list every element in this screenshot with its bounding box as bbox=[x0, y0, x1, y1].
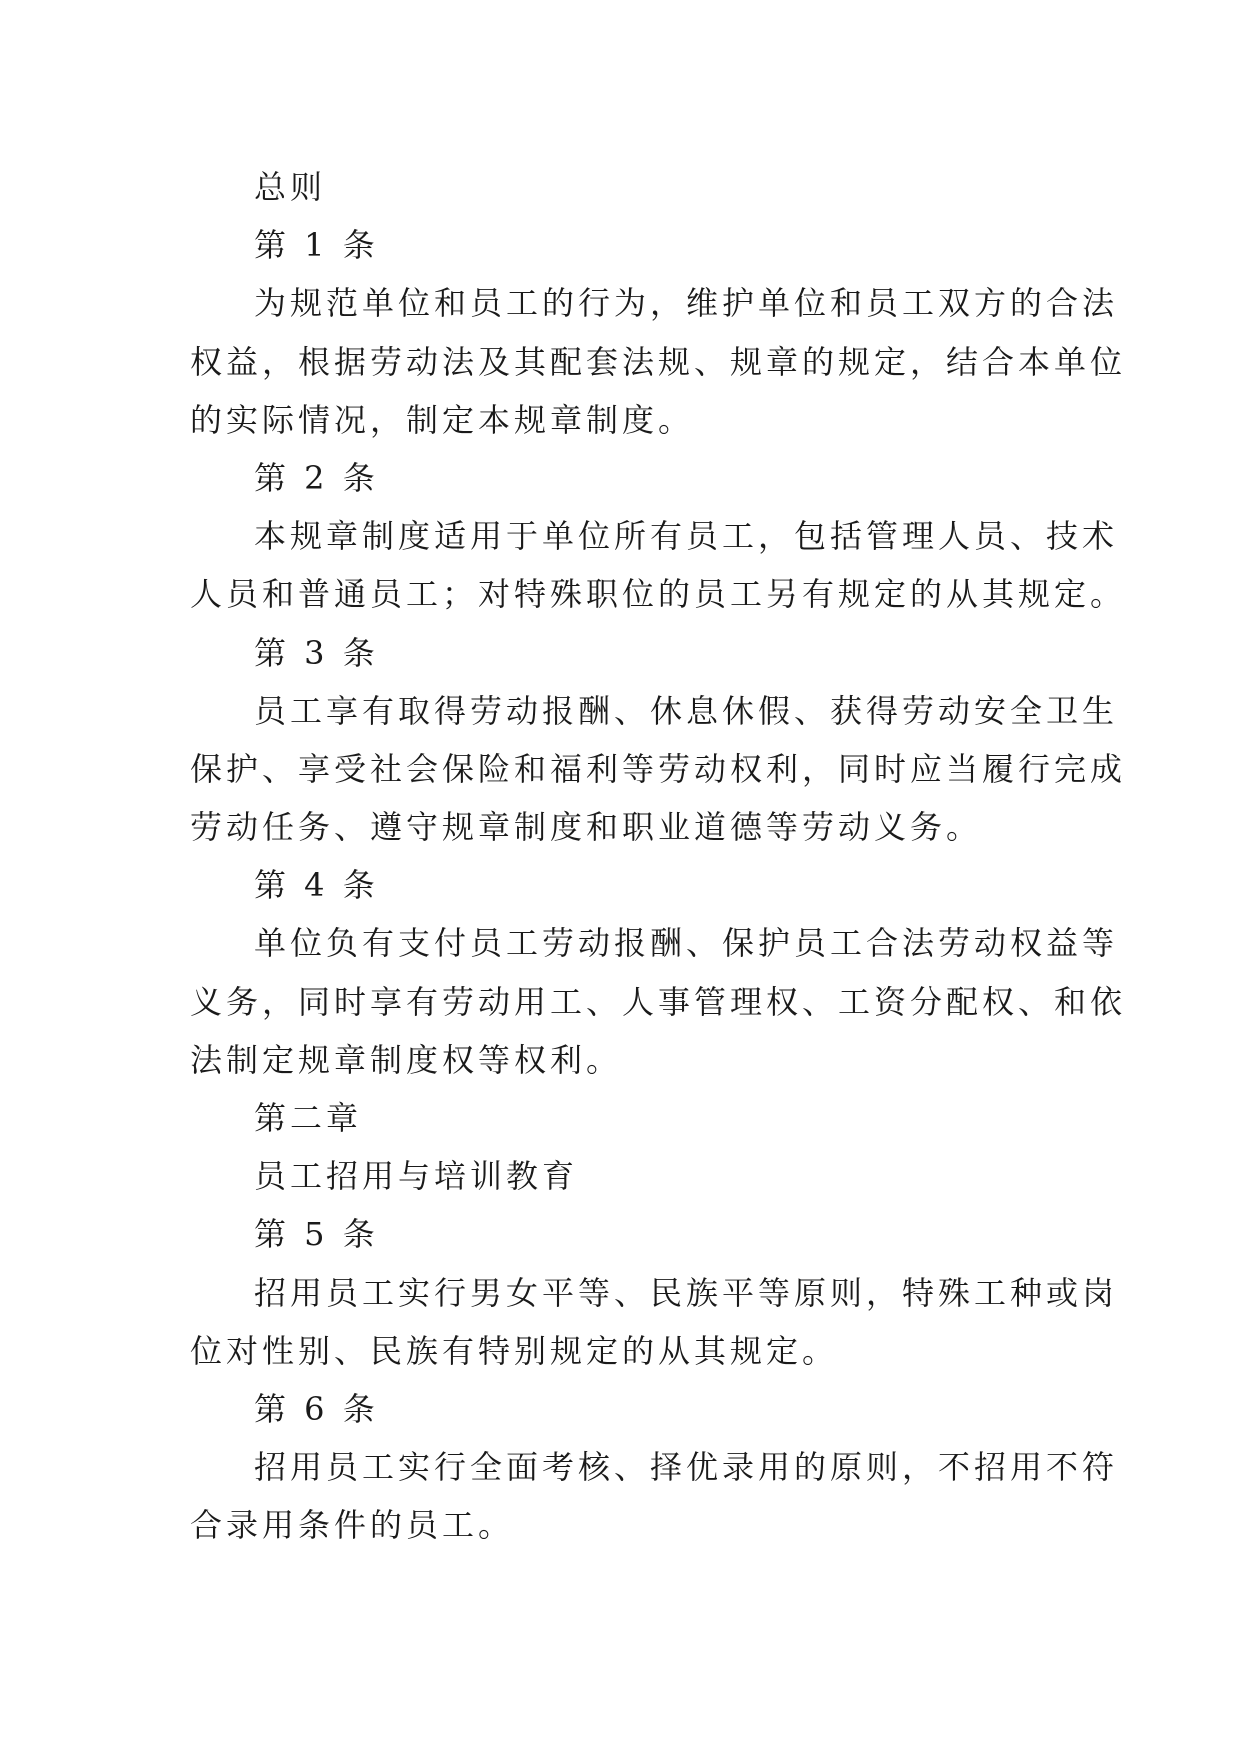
article-5-text-line: 位对性别、民族有特别规定的从其规定。 bbox=[190, 1331, 839, 1370]
article-5-text-line: 招用员工实行男女平等、民族平等原则，特殊工种或岗 bbox=[254, 1273, 1119, 1312]
article-3-text-line: 劳动任务、遵守规章制度和职业道德等劳动义务。 bbox=[190, 808, 983, 847]
article-6-text-line: 合录用条件的员工。 bbox=[190, 1506, 515, 1545]
article-2-text-line: 人员和普通员工；对特殊职位的员工另有规定的从其规定。 bbox=[190, 575, 1127, 614]
article-heading-1: 第 1 条 bbox=[254, 226, 379, 265]
chapter-title: 员工招用与培训教育 bbox=[254, 1157, 579, 1196]
section-heading-general: 总则 bbox=[254, 168, 327, 206]
article-4-text-line: 义务，同时享有劳动用工、人事管理权、工资分配权、和依 bbox=[190, 982, 1127, 1021]
article-heading-2: 第 2 条 bbox=[254, 458, 379, 497]
article-heading-5: 第 5 条 bbox=[254, 1215, 379, 1254]
article-4-text-line: 单位负有支付员工劳动报酬、保护员工合法劳动权益等 bbox=[254, 924, 1119, 963]
article-heading-3: 第 3 条 bbox=[254, 633, 379, 672]
article-3-text-line: 员工享有取得劳动报酬、休息休假、获得劳动安全卫生 bbox=[254, 691, 1119, 730]
article-6-text-line: 招用员工实行全面考核、择优录用的原则，不招用不符 bbox=[254, 1448, 1119, 1487]
article-heading-4: 第 4 条 bbox=[254, 866, 379, 905]
article-heading-6: 第 6 条 bbox=[254, 1389, 379, 1428]
article-1-text-line: 为规范单位和员工的行为，维护单位和员工双方的合法 bbox=[254, 284, 1119, 323]
article-2-text-line: 本规章制度适用于单位所有员工，包括管理人员、技术 bbox=[254, 517, 1119, 556]
article-1-text-line: 权益，根据劳动法及其配套法规、规章的规定，结合本单位 bbox=[190, 342, 1127, 381]
article-3-text-line: 保护、享受社会保险和福利等劳动权利，同时应当履行完成 bbox=[190, 749, 1127, 788]
article-1-text-line: 的实际情况，制定本规章制度。 bbox=[190, 400, 695, 439]
article-4-text-line: 法制定规章制度权等权利。 bbox=[190, 1040, 623, 1079]
chapter-heading-2: 第二章 bbox=[254, 1099, 363, 1137]
document-body bbox=[190, 158, 1127, 1555]
